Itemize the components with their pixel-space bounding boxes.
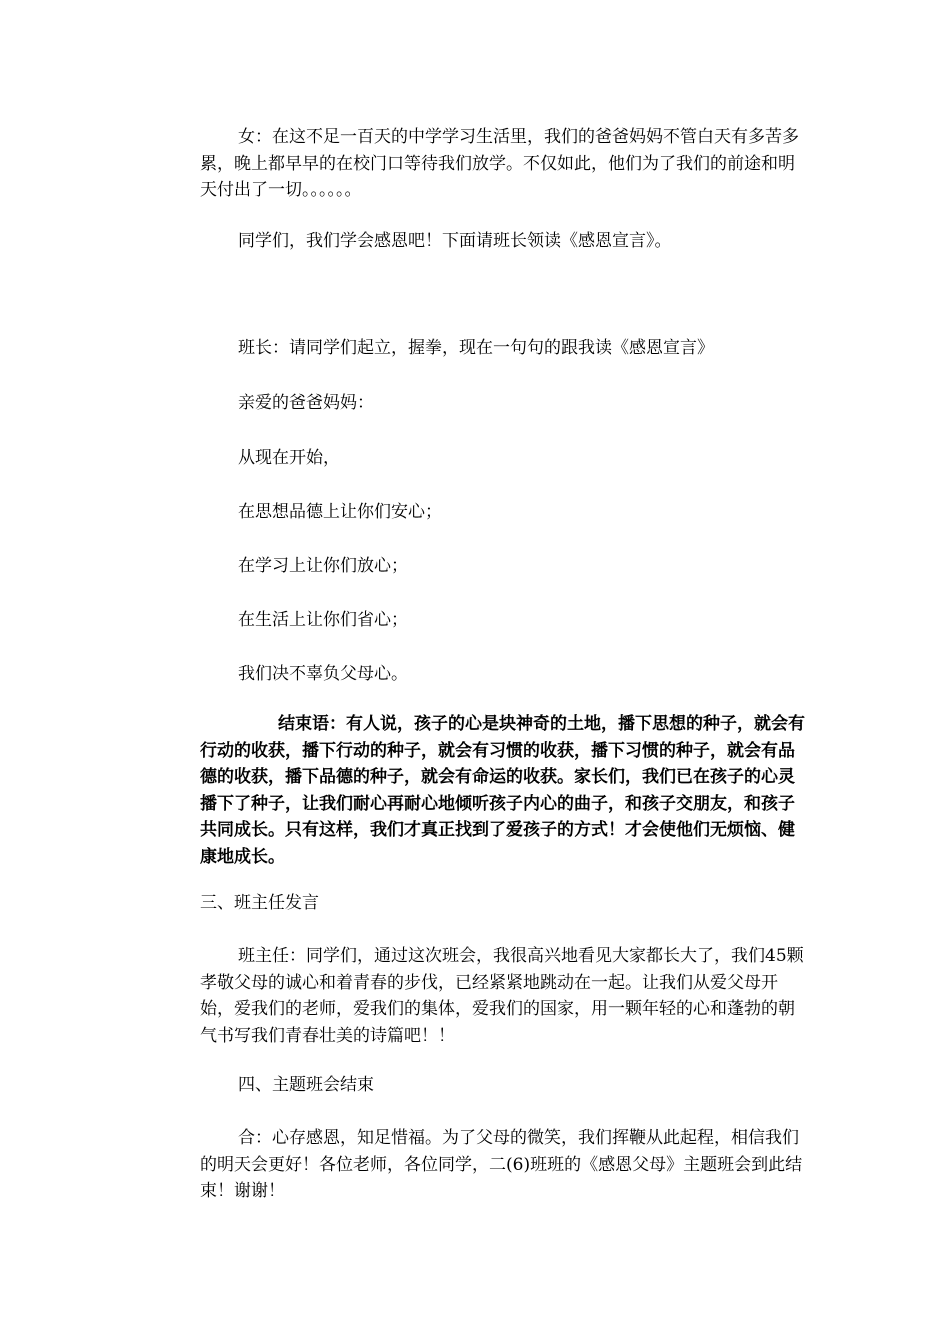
paragraph-life-promise: 在生活上让你们省心； bbox=[238, 610, 408, 630]
paragraph-study-promise: 在学习上让你们放心； bbox=[238, 556, 408, 576]
paragraph-closing-remarks: 结束语：有人说，孩子的心是块神奇的土地，播下思想的种子，就会有行动的收获，播下行动的种子，就会有习惯的收获，播下习惯的种子，就会有品德的收获，播下品德的种子，就会有命运的收获。家长们，我们已在孩子的心灵播下了种子，让我们耐心再耐心地倾听孩子内心的曲子，和孩子交朋友，和孩子共同成长。只有这样，我们才真正找到了爱孩子的方式！才会使他们无烦恼、健康地成长。 bbox=[200, 714, 805, 867]
paragraph-chorus-ending: 合：心存感恩，知足惜福。为了父母的微笑，我们挥鞭从此起程，相信我们的明天会更好！各位老师，各位同学，二(6)班班的《感恩父母》主题班会到此结束！谢谢！ bbox=[200, 1128, 803, 1201]
paragraph-from-now-on: 从现在开始， bbox=[238, 448, 340, 468]
paragraph-monitor-instruction: 班长：请同学们起立，握拳，现在一句句的跟我读《感恩宣言》 bbox=[238, 338, 714, 358]
paragraph-final-promise: 我们决不辜负父母心。 bbox=[238, 664, 408, 684]
section-heading-meeting-end: 四、主题班会结束 bbox=[238, 1075, 374, 1095]
paragraph-girl-speech: 女：在这不足一百天的中学学习生活里，我们的爸爸妈妈不管白天有多苦多累，晚上都早早的在校门口等待我们放学。不仅如此，他们为了我们的前途和明天付出了一切。。。。。。 bbox=[200, 127, 799, 200]
section-heading-teacher-speech: 三、班主任发言 bbox=[200, 893, 319, 913]
paragraph-dear-parents: 亲爱的爸爸妈妈： bbox=[238, 393, 374, 413]
paragraph-moral-promise: 在思想品德上让你们安心； bbox=[238, 502, 442, 522]
paragraph-teacher-speech: 班主任：同学们，通过这次班会，我很高兴地看见大家都长大了，我们45颗孝敬父母的诚心和着青春的步伐，已经紧紧地跳动在一起。让我们从爱父母开始，爱我们的老师，爱我们的集体，爱我们的国家，用一颗年轻的心和蓬勃的朝气书写我们青春壮美的诗篇吧！！ bbox=[200, 946, 804, 1046]
paragraph-invite-declaration: 同学们，我们学会感恩吧！下面请班长领读《感恩宣言》。 bbox=[238, 231, 672, 251]
